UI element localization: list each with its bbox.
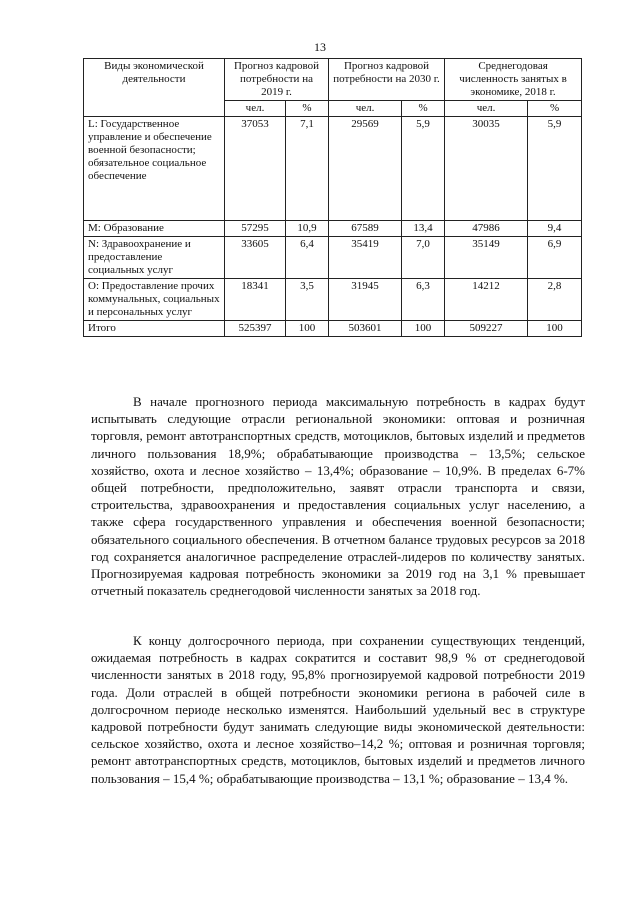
- paragraph: В начале прогнозного периода максимальную потребность в кадрах будут испытывать следующие отрасли региональной экономики: оптовая и розничная торговля, ремонт автотранспортных средств, мотоциклов, бытовых изделий и предметов личного пользования 18,9%; обрабатывающие производства – 13,5%; сельское хозяйство, охота и лесное хозяйство – 13,4%; образование – 10,9%. В пределах 6-7% общей потребности, предположительно, заявят отрасли транспорта и связи, строительства, здравоохранения и предоставления социальных услуг населению, а также сфера государственного управления и обеспечения военной безопасности; обязательного социального обеспечения. В отчетном балансе трудовых ресурсов за 2018 год сохраняется аналогичное распределение отраслей-лидеров по количеству занятых. Прогнозируемая кадровая потребность экономики за 2019 год на 3,1 % превышает отчетный показатель среднегодовой численности занятых за 2018 год.: [91, 394, 585, 599]
- cell-value: 509227: [445, 321, 528, 337]
- cell-value: 37053: [225, 117, 286, 221]
- cell-value: 35149: [445, 237, 528, 279]
- cell-value: 57295: [225, 221, 286, 237]
- cell-value: 7,1: [286, 117, 329, 221]
- cell-value: 31945: [329, 279, 402, 321]
- cell-value: 525397: [225, 321, 286, 337]
- cell-value: 6,3: [402, 279, 445, 321]
- paragraph-block: [91, 393, 585, 599]
- cell-value: 100: [286, 321, 329, 337]
- header-2030: Прогноз кадровой потребности на 2030 г.: [329, 59, 445, 101]
- employment-table: [83, 58, 582, 337]
- table-row: [84, 117, 582, 221]
- sub-percent: %: [528, 101, 582, 117]
- table-row: [84, 279, 582, 321]
- cell-value: 14212: [445, 279, 528, 321]
- cell-value: 13,4: [402, 221, 445, 237]
- cell-value: 100: [528, 321, 582, 337]
- sub-persons: чел.: [329, 101, 402, 117]
- cell-value: 47986: [445, 221, 528, 237]
- cell-value: 35419: [329, 237, 402, 279]
- cell-value: 67589: [329, 221, 402, 237]
- row-name: L: Государственное управление и обеспечение военной безопасности; обязательное социальное обеспечение: [84, 117, 225, 221]
- cell-value: 5,9: [402, 117, 445, 221]
- cell-value: 33605: [225, 237, 286, 279]
- table-row-total: [84, 321, 582, 337]
- sub-persons: чел.: [225, 101, 286, 117]
- cell-value: 30035: [445, 117, 528, 221]
- table-row: [84, 221, 582, 237]
- row-name: Итого: [84, 321, 225, 337]
- cell-value: 9,4: [528, 221, 582, 237]
- sub-persons: чел.: [445, 101, 528, 117]
- cell-value: 29569: [329, 117, 402, 221]
- header-2019: Прогноз кадровой потребности на 2019 г.: [225, 59, 329, 101]
- cell-value: 6,9: [528, 237, 582, 279]
- paragraph-block: [91, 632, 585, 787]
- cell-value: 7,0: [402, 237, 445, 279]
- header-2018: Среднегодовая численность занятых в экономике, 2018 г.: [445, 59, 582, 101]
- cell-value: 2,8: [528, 279, 582, 321]
- table-row: [84, 237, 582, 279]
- cell-value: 3,5: [286, 279, 329, 321]
- cell-value: 18341: [225, 279, 286, 321]
- header-kind: Виды экономической деятельности: [84, 59, 225, 117]
- cell-value: 100: [402, 321, 445, 337]
- cell-value: 503601: [329, 321, 402, 337]
- sub-percent: %: [402, 101, 445, 117]
- cell-value: 5,9: [528, 117, 582, 221]
- cell-value: 10,9: [286, 221, 329, 237]
- cell-value: 6,4: [286, 237, 329, 279]
- table-header-row: [84, 59, 582, 101]
- row-name: N: Здравоохранение и предоставление социальных услуг: [84, 237, 225, 279]
- sub-percent: %: [286, 101, 329, 117]
- page-number: 13: [314, 40, 326, 54]
- row-name: O: Предоставление прочих коммунальных, социальных и персональных услуг: [84, 279, 225, 321]
- paragraph: К концу долгосрочного периода, при сохранении существующих тенденций, ожидаемая потребность в кадрах сократится и составит 98,9 % от среднегодовой численности занятых в 2018 году, 95,8% прогнозируемой кадровой потребности 2019 года. Доли отраслей в общей потребности экономики региона в рабочей силе в долгосрочном периоде несколько изменятся. Наибольший удельный вес в структуре кадровой потребности будут занимать следующие виды экономической деятельности: сельское хозяйство, охота и лесное хозяйство–14,2 %; оптовая и розничная торговля; ремонт автотранспортных средств, мотоциклов, бытовых изделий и предметов личного пользования – 15,4 %; обрабатывающие производства – 13,1 %; образование – 13,4 %.: [91, 633, 585, 786]
- row-name: М: Образование: [84, 221, 225, 237]
